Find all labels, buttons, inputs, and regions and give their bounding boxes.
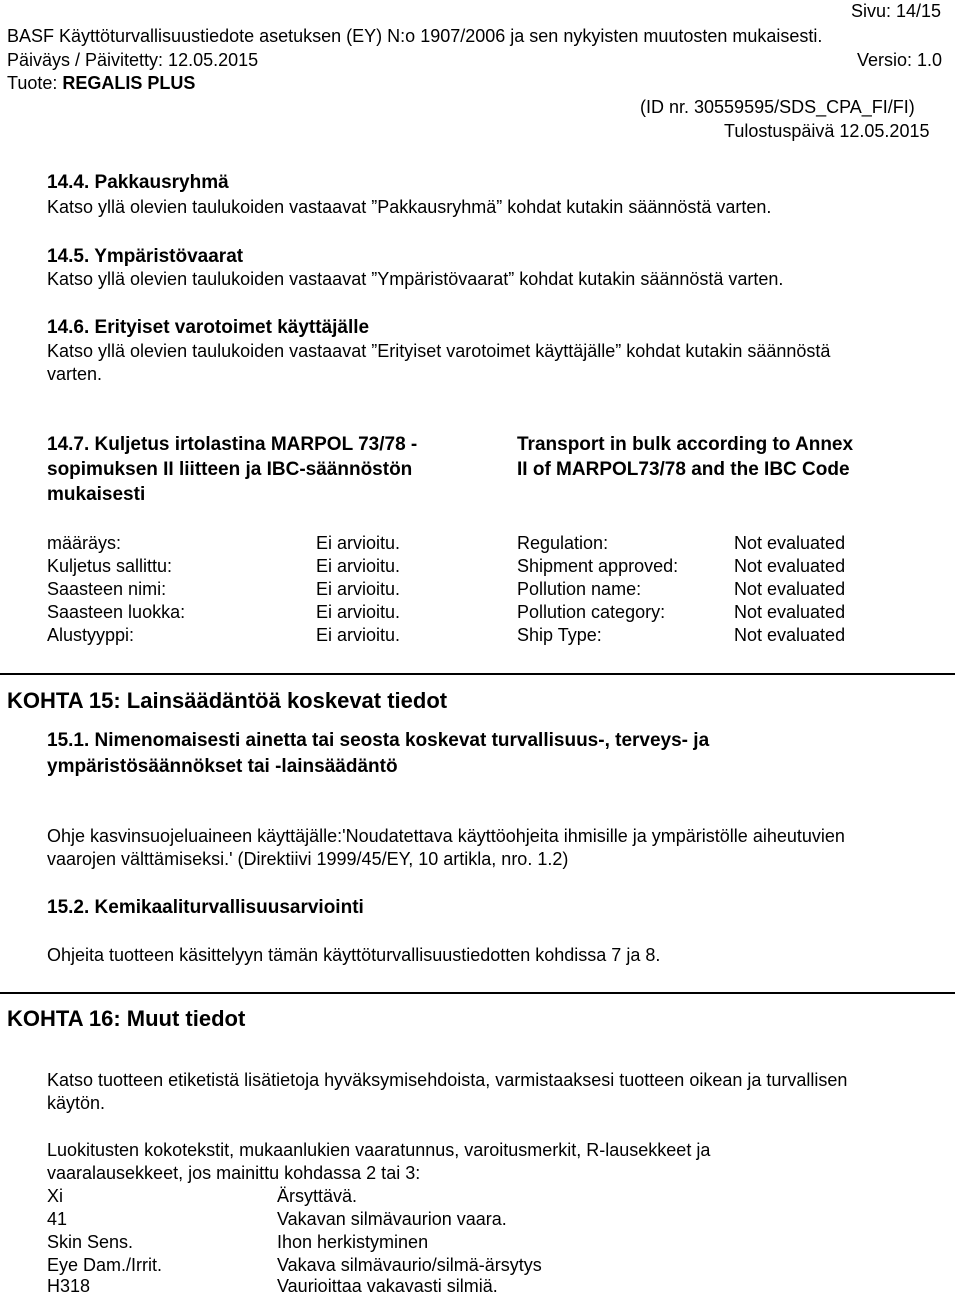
section-15-1-title-line1: 15.1. Nimenomaisesti ainetta tai seosta koskevat turvallisuus-, terveys- ja: [47, 730, 710, 751]
section-14-7-title-en-line2: II of MARPOL73/78 and the IBC Code: [517, 459, 850, 480]
hazard-code: Skin Sens.: [47, 1232, 134, 1252]
product-line: [7, 72, 195, 95]
marpol-en-value: Not evaluated: [734, 625, 846, 645]
section-14-5-title: 14.5. Ympäristövaarat: [47, 246, 244, 267]
hazard-text: Vakavan silmävaurion vaara.: [277, 1209, 507, 1229]
marpol-en-label: Regulation:: [517, 533, 609, 553]
section-14-5-text: Katso yllä olevien taulukoiden vastaavat ”Ympäristövaarat” kohdat kutakin säännöstä varten.: [47, 269, 784, 289]
section-15-1-title-line2: ympäristösäännökset tai -lainsäädäntö: [47, 756, 398, 777]
section-14-4-title: 14.4. Pakkausryhmä: [47, 172, 229, 193]
section-15-2-title: 15.2. Kemikaaliturvallisuusarviointi: [47, 897, 364, 918]
marpol-fi-value: Ei arvioitu.: [316, 556, 401, 576]
print-date: Tulostuspäivä 12.05.2015: [724, 121, 930, 141]
section-15-1-text-line1: Ohje kasvinsuojeluaineen käyttäjälle:'Noudatettava käyttöohjeita ihmisille ja ympäristölle aiheutuvien: [47, 826, 845, 846]
section-15-2-text: Ohjeita tuotteen käsittelyyn tämän käyttöturvallisuustiedotten kohdissa 7 ja 8.: [47, 945, 661, 965]
hazard-text: Ihon herkistyminen: [277, 1232, 429, 1252]
version-label: Versio: 1.0: [857, 50, 943, 70]
hazard-code: H318: [47, 1276, 91, 1296]
marpol-en-label: Pollution name:: [517, 579, 642, 599]
hazard-code: Eye Dam./Irrit.: [47, 1255, 163, 1275]
hazard-text: Vakava silmävaurio/silmä-ärsytys: [277, 1255, 542, 1275]
section-15-heading: KOHTA 15: Lainsäädäntöä koskevat tiedot: [7, 688, 448, 713]
hazard-code: 41: [47, 1209, 68, 1229]
section-16-p2-line1: Luokitusten kokotekstit, mukaanlukien vaaratunnus, varoitusmerkit, R-lausekkeet ja: [47, 1140, 711, 1160]
marpol-fi-label: Alustyyppi:: [47, 625, 135, 645]
marpol-en-value: Not evaluated: [734, 556, 846, 576]
page-number: Sivu: 14/15: [851, 1, 942, 21]
marpol-en-label: Shipment approved:: [517, 556, 679, 576]
marpol-en-value: Not evaluated: [734, 602, 846, 622]
section-14-6-text-line1: Katso yllä olevien taulukoiden vastaavat ”Erityiset varotoimet käyttäjälle” kohdat kutakin säännöstä: [47, 341, 831, 361]
section-divider: [0, 673, 955, 675]
marpol-fi-value: Ei arvioitu.: [316, 625, 401, 645]
section-14-7-title-fi-line1: 14.7. Kuljetus irtolastina MARPOL 73/78 -: [47, 434, 418, 455]
marpol-en-value: Not evaluated: [734, 533, 846, 553]
section-14-7-title-en-line1: Transport in bulk according to Annex: [517, 434, 854, 455]
product-name: REGALIS PLUS: [62, 73, 196, 93]
section-16-p1-line2: käytön.: [47, 1093, 106, 1113]
section-14-7-title-fi-line2: sopimuksen II liitteen ja IBC-säännöstön: [47, 459, 413, 480]
document-id: (ID nr. 30559595/SDS_CPA_FI/FI): [640, 97, 915, 117]
document-title: BASF Käyttöturvallisuustiedote asetuksen (EY) N:o 1907/2006 ja sen nykyisten muutosten mukaisesti.: [7, 26, 823, 46]
hazard-text: Vaurioittaa vakavasti silmiä.: [277, 1276, 498, 1296]
hazard-code: Xi: [47, 1186, 64, 1206]
marpol-fi-label: Saasteen luokka:: [47, 602, 186, 622]
section-14-6-title: 14.6. Erityiset varotoimet käyttäjälle: [47, 317, 370, 338]
marpol-fi-label: Saasteen nimi:: [47, 579, 167, 599]
marpol-en-value: Not evaluated: [734, 579, 846, 599]
section-14-4-text: Katso yllä olevien taulukoiden vastaavat ”Pakkausryhmä” kohdat kutakin säännöstä varten.: [47, 197, 772, 217]
marpol-fi-label: määräys:: [47, 533, 122, 553]
date-label: Päiväys / Päivitetty: 12.05.2015: [7, 50, 259, 70]
marpol-fi-label: Kuljetus sallittu:: [47, 556, 173, 576]
section-16-p1-line1: Katso tuotteen etiketistä lisätietoja hyväksymisehdoista, varmistaaksesi tuotteen oikean ja turvallisen: [47, 1070, 848, 1090]
marpol-fi-value: Ei arvioitu.: [316, 579, 401, 599]
product-prefix: Tuote:: [7, 73, 58, 93]
section-16-p2-line2: vaaralausekkeet, jos mainittu kohdassa 2 tai 3:: [47, 1163, 421, 1183]
section-15-1-text-line2: vaarojen välttämiseksi.' (Direktiivi 1999/45/EY, 10 artikla, nro. 1.2): [47, 849, 569, 869]
section-14-6-text-line2: varten.: [47, 364, 103, 384]
marpol-en-label: Pollution category:: [517, 602, 666, 622]
section-16-heading: KOHTA 16: Muut tiedot: [7, 1006, 246, 1031]
marpol-en-label: Ship Type:: [517, 625, 602, 645]
section-14-7-title-fi-line3: mukaisesti: [47, 484, 146, 505]
hazard-text: Ärsyttävä.: [277, 1186, 358, 1206]
marpol-fi-value: Ei arvioitu.: [316, 533, 401, 553]
section-divider: [0, 992, 955, 994]
marpol-fi-value: Ei arvioitu.: [316, 602, 401, 622]
